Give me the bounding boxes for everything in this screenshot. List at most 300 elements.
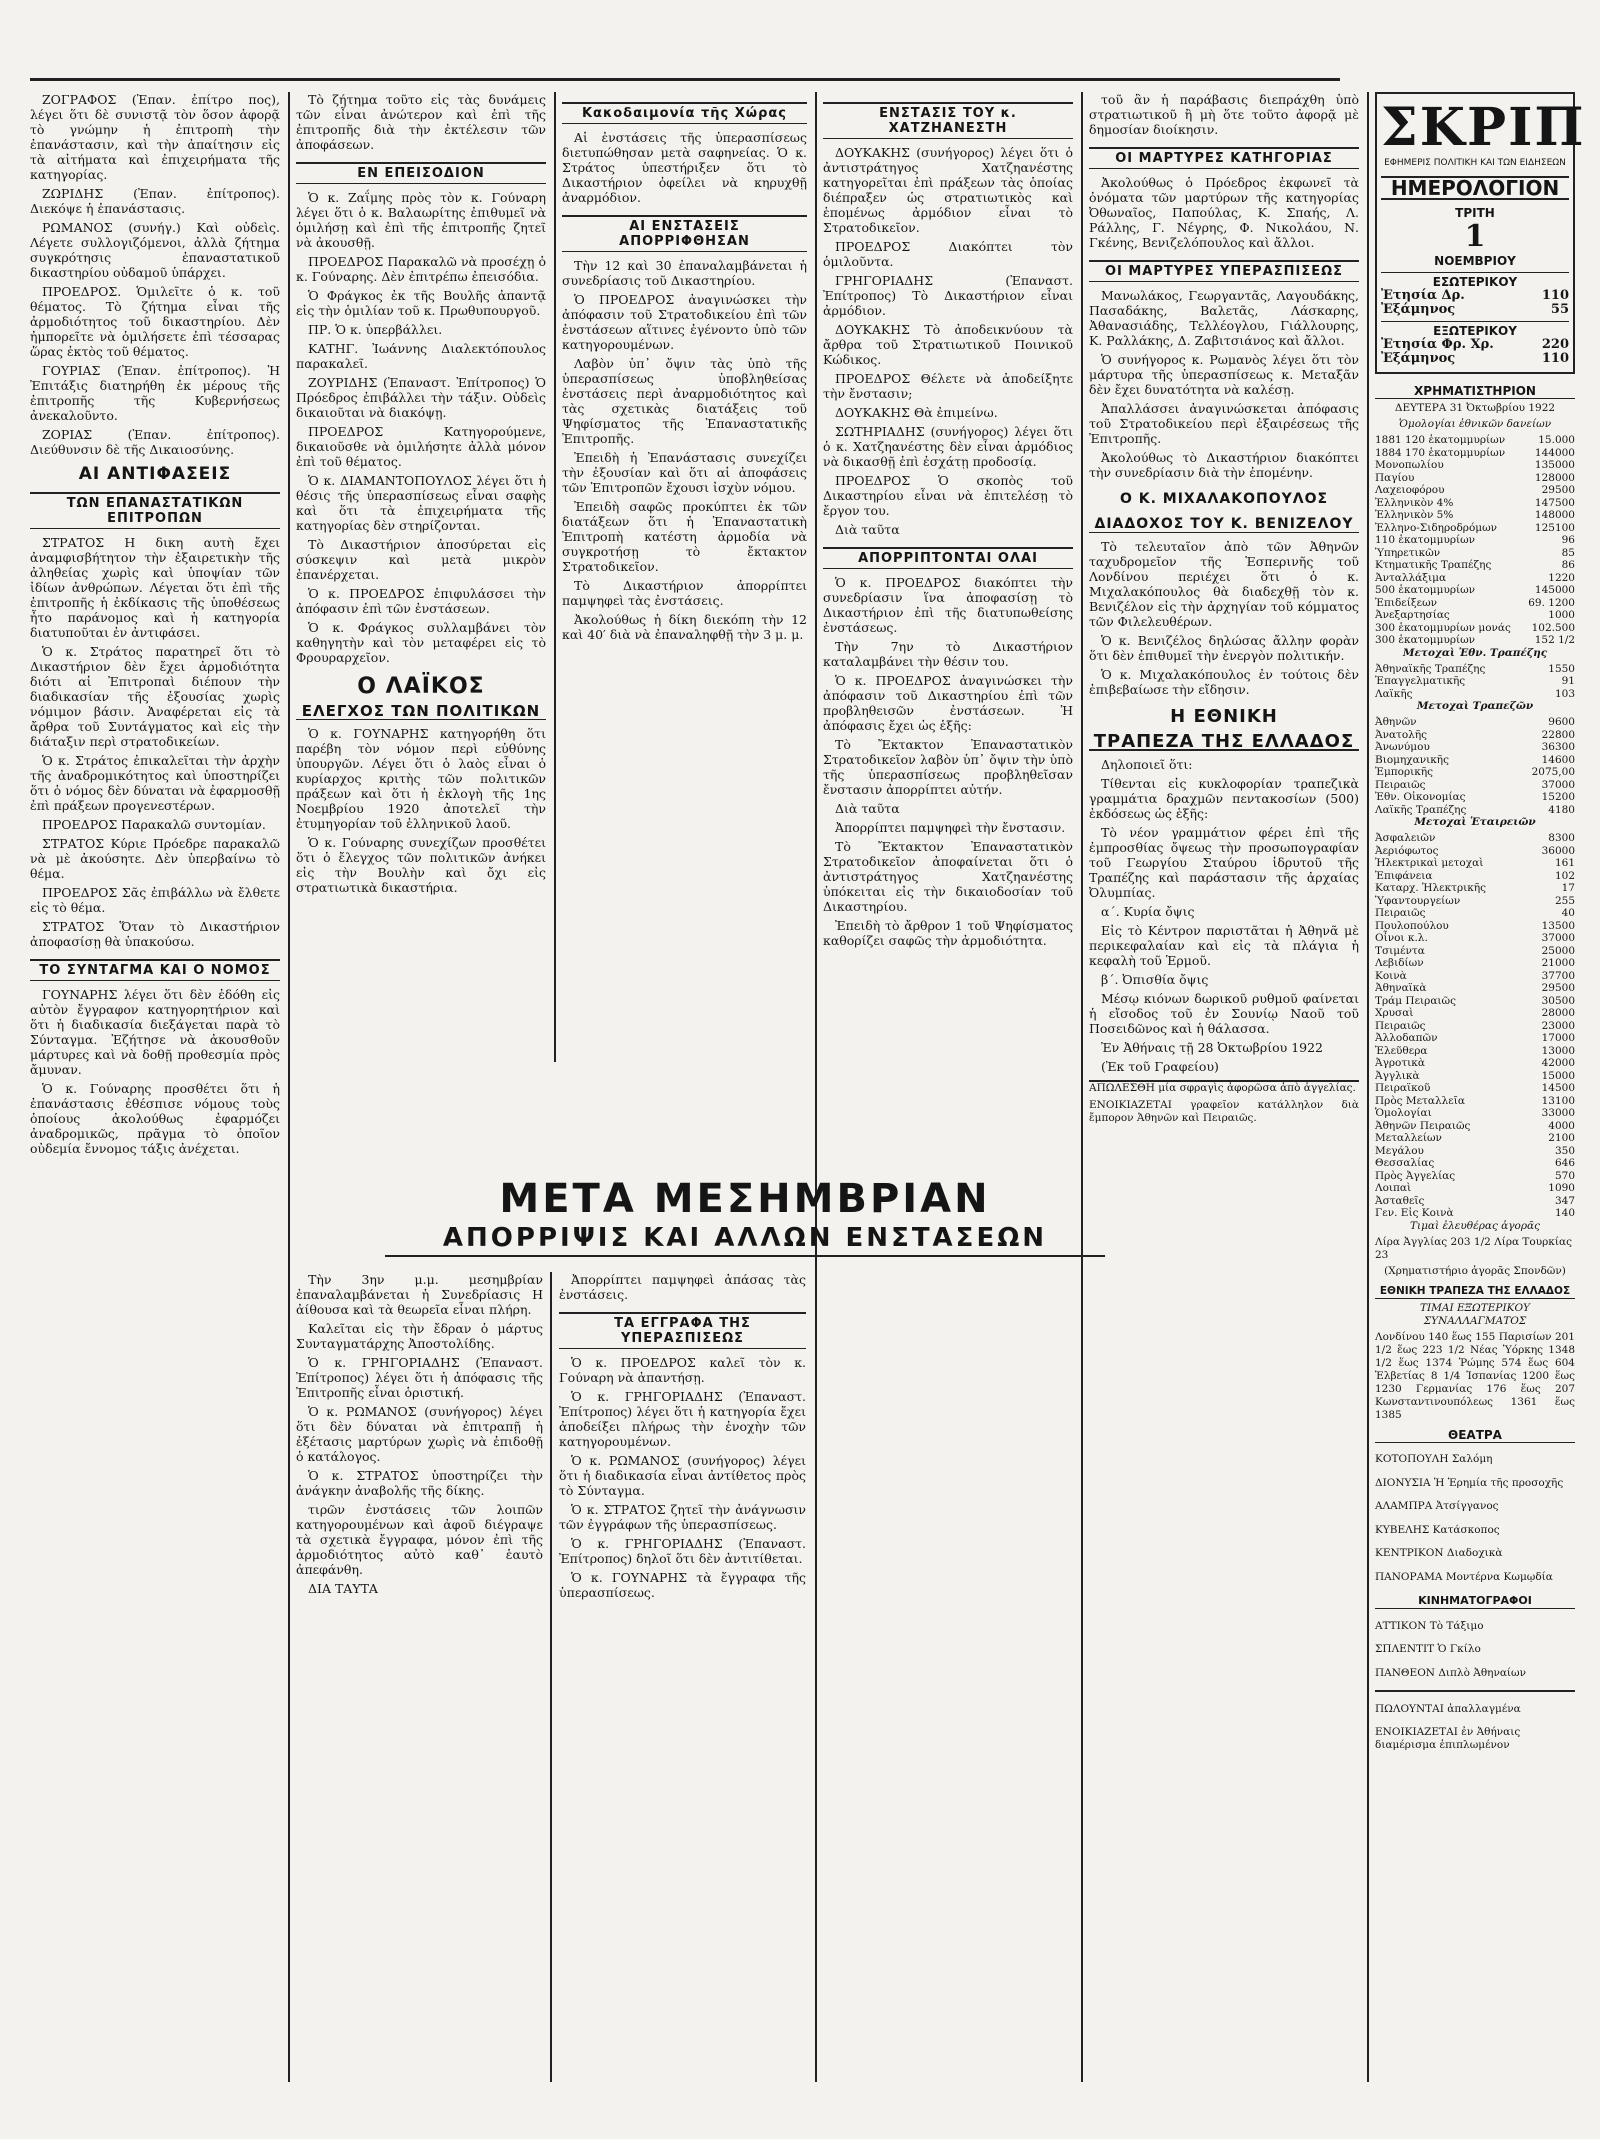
- article-paragraph: β΄. Ὀπισθία ὄψις: [1101, 972, 1209, 987]
- quote-name: Μεταλλείων: [1375, 1132, 1442, 1144]
- article-paragraph: Τὴν 3ην μ.μ. μεσημβρίαν ἐπαναλαμβάνεται ἡ Συνεδρίασις Η ἀίθουσα καὶ τὰ θεωρεῖα εἶναι πλήρη.: [296, 1272, 543, 1317]
- quote-name: Κτηματικῆς Τραπέζης: [1375, 559, 1492, 571]
- quote-value: 15200: [1541, 791, 1575, 803]
- heading-bank: ΤΡΑΠΕΖΑ ΤΗΣ ΕΛΛΑΔΟΣ: [1089, 734, 1359, 751]
- exchange-note2: Λίρα Ἀγγλίας 203 1/2 Λίρα Τουρκίας 23: [1375, 1235, 1572, 1261]
- masthead: [1375, 92, 1586, 374]
- article-paragraph: Ὁ κ. ΓΟΥΝΑΡΗΣ τὰ ἔγγραφα τῆς ὑπερασπίσεως.: [559, 1570, 806, 1600]
- column-4: [823, 92, 1073, 2082]
- quote-value: 147500: [1534, 496, 1575, 509]
- company-shares-table: [1375, 832, 1575, 1220]
- quote-row: [1375, 1007, 1575, 1020]
- quote-name: Ἐλληνικὸν 5%: [1375, 509, 1454, 521]
- quote-value: 86: [1561, 559, 1575, 571]
- quote-value: 125100: [1534, 521, 1575, 534]
- heading-all-rejected: ΑΠΟΡΡΙΠΤΟΝΤΑΙ ΟΛΑΙ: [823, 547, 1073, 569]
- quote-name: Βιομηχανικῆς: [1375, 753, 1449, 766]
- article-paragraph: ΓΡΗΓΟΡΙΑΔΗΣ (Ἐπαναστ. Ἐπίτροπος) Τὸ Δικαστήριον εἶναι ἀρμόδιον.: [823, 273, 1073, 318]
- quote-row: [1375, 497, 1575, 510]
- article-paragraph: Ὁ κ. ΠΡΟΕΔΡΟΣ διακόπτει τὴν συνεδρίασιν ἵνα ἀποφασίσῃ τὸ Δικαστήριον ἐπὶ τῆς διατυπωθείσης ἐνστάσεως.: [823, 575, 1073, 635]
- sidebar: [1375, 92, 1586, 1763]
- quote-name: Μεγάλου: [1375, 1144, 1424, 1157]
- quote-value: 28000: [1541, 1007, 1575, 1019]
- exchange-sub2: Μετοχαὶ Ἐθν. Τραπέζης: [1402, 646, 1548, 659]
- classified-ad: ΑΠΩΛΕΣΘΗ μία σφραγὶς ἀφορῶσα ἀπὸ ἀγγελίας.: [1089, 1082, 1356, 1094]
- article-paragraph: ΓΟΥΝΑΡΗΣ λέγει ὅτι δὲν ἐδόθη εἰς αὐτὸν ἔγγραφον κατηγορητήριον καὶ ὅτι ἡ διαδικασία διεξάγεται παρὰ τὸ Σύνταγμα. Ἐζήτησε νὰ ἀκουσθοῦν μάρτυρες καὶ νὰ δοθῇ προθεσμία πρὸς ἄμυναν.: [30, 987, 280, 1077]
- quote-row: [1375, 559, 1575, 572]
- article-paragraph: Δηλοποιεῖ ὅτι:: [1101, 757, 1193, 772]
- price-value: 55: [1550, 302, 1569, 317]
- theatre-listing: ΑΛΑΜΠΡΑ Ἀτσίγγανος: [1375, 1500, 1499, 1512]
- quote-row: [1375, 609, 1575, 622]
- article-paragraph: Ὁ κ. ΠΡΟΕΔΡΟΣ ἐπιφυλάσσει τὴν ἀπόφασιν ἐπὶ τῶν ἐνστάσεων.: [296, 586, 546, 616]
- quote-value: 135000: [1534, 459, 1575, 471]
- price-value: 220: [1541, 337, 1569, 352]
- masthead-title: ΣΚΡΙΠ: [1381, 97, 1586, 158]
- exchange-sub1: Ὁμολογίαι ἐθνικῶν δανείων: [1398, 418, 1552, 430]
- article-paragraph: ΓΟΥΡΙΑΣ (Ἐπαν. ἐπίτροπος). Ἡ Ἐπιτάξις διατηρήθη ἐκ μέρους τῆς ἐπιτροπῆς τῆς Κυβερνήσεως ἀνεκαλοῦντο.: [30, 363, 280, 423]
- article-paragraph: Ὁ κ. ΠΡΟΕΔΡΟΣ καλεῖ τὸν κ. Γούναρη νὰ ἀπαντήσῃ.: [559, 1355, 806, 1385]
- quote-row: [1375, 982, 1575, 995]
- quote-row: [1375, 1182, 1575, 1195]
- subscription-price: [1381, 338, 1569, 352]
- article-paragraph: Ἀπαλλάσσει ἀναγινώσκεται ἀπόφασις τοῦ Στρατοδικείου περὶ ἐξαιρέσεως τῆς Ἐπιτροπῆς.: [1089, 401, 1359, 446]
- quote-value: 102.500: [1531, 621, 1575, 634]
- quote-name: Ἀεριόφωτος: [1375, 844, 1439, 857]
- article-paragraph: ΠΡ. Ὁ κ. ὑπερβάλλει.: [308, 322, 443, 337]
- quote-row: [1375, 1020, 1575, 1033]
- article-paragraph: ΡΩΜΑΝΟΣ (συνήγ.) Καὶ οὐδεὶς. Λέγετε συλλογιζόμενοι, ἀλλὰ ζήτημα συγκρότησις ἐπαναστατικοῦ δικαστηρίου οὐδαμοῦ ὑπάρχει.: [30, 220, 280, 280]
- column-rule: [815, 92, 817, 2082]
- article-paragraph: Ὁ κ. ΓΡΗΓΟΡΙΑΔΗΣ (Ἐπαναστ. Ἐπίτροπος) λέγει ὅτι ἡ κατηγορία ἔχει ἀποδείξει πλήρως τὴν ἐνοχὴν τῶν κατηγορουμένων.: [559, 1389, 806, 1449]
- subscription-price: [1381, 303, 1569, 317]
- quote-name: Πειραιῶς: [1375, 1019, 1426, 1032]
- quote-row: [1375, 1157, 1575, 1170]
- classified-ad: ΕΝΟΙΚΙΑΖΕΤΑΙ γραφεῖον κατάλληλον διὰ ἔμπορον Ἀθηνῶν καὶ Πειραιῶς.: [1089, 1099, 1359, 1124]
- article-paragraph: Ὁ κ. ΓΟΥΝΑΡΗΣ κατηγορήθη ὅτι παρέβη τὸν νόμον περὶ εὐθύνης ὑπουργῶν. Λέγει ὅτι ὁ λαὸς εἶναι ὁ κυρίαρχος κριτὴς τῶν πολιτικῶν πράξεων καὶ ὅτι ἡ ἐκλογὴ τῆς 1ης Νοεμβρίου 1920 ἀποτελεῖ τὴν ἐτυμηγορίαν τοῦ ἑλληνικοῦ λαοῦ.: [296, 726, 546, 831]
- quote-value: 23000: [1541, 1019, 1575, 1032]
- header-rule: [30, 78, 1340, 81]
- article-paragraph: Τὸ Ἔκτακτον Ἐπαναστατικὸν Στρατοδικεῖον ἀποφαίνεται ὅτι ὁ ἀντιστράτηγος Χατζηανέστης ὑπόκειται εἰς τὴν δικαιοδοσίαν τοῦ Δικαστηρίου.: [823, 839, 1073, 914]
- quote-row: [1375, 804, 1575, 817]
- quote-name: Τράμ Πειραιῶς: [1375, 994, 1456, 1007]
- quote-name: Ἐπιφάνεια: [1375, 869, 1433, 882]
- quote-row: [1375, 716, 1575, 729]
- quote-value: 140: [1554, 1207, 1575, 1219]
- quote-row: [1375, 675, 1575, 688]
- quote-row: [1375, 634, 1575, 647]
- price-label: Ἐτησία Δρ.: [1381, 288, 1465, 303]
- article-paragraph: ΠΡΟΕΔΡΟΣ. Ὁμιλεῖτε ὁ κ. τοῦ θέματος. Τὸ ζήτημα εἶναι τῆς ἀρμοδιότητος τοῦ δικαστηρίου. Δὲν ἠμπορεῖτε νὰ ὁμιλήσετε ἐπὶ τέσσαρας ὥρας ἐκτὸς τοῦ θέματος.: [30, 284, 280, 359]
- article-paragraph: ΔΟΥΚΑΚΗΣ Θὰ ἐπιμείνω.: [835, 405, 998, 420]
- article-paragraph: ΣΩΤΗΡΙΑΔΗΣ (συνήγορος) λέγει ὅτι ὁ κ. Χατζηανέστης δὲν εἶναι ἁρμόδιος νὰ δικασθῇ ἐπὶ ἐσχάτῃ προδοσίᾳ.: [823, 424, 1073, 469]
- heading-defense-witnesses: ΟΙ ΜΑΡΤΥΡΕΣ ΥΠΕΡΑΣΠΙΣΕΩΣ: [1089, 260, 1359, 282]
- calendar-label: ΗΜΕΡΟΛΟΓΙΟΝ: [1381, 176, 1569, 200]
- quote-name: Ὁμολογίαι: [1375, 1107, 1432, 1119]
- column-3-top: [562, 92, 807, 1042]
- cinema-listing: ΑΤΤΙΚΟΝ Τὸ Τάξιμο: [1375, 1619, 1484, 1632]
- quote-name: Κοινὰ: [1375, 969, 1407, 982]
- quote-name: Ἀσφαλειῶν: [1375, 832, 1436, 844]
- article-paragraph: ΣΤΡΑΤΟΣ Ὅταν τὸ Δικαστήριον ἀποφασίσῃ θὰ ὑπακούσω.: [30, 919, 280, 949]
- quote-row: [1375, 434, 1575, 447]
- quote-row: [1375, 957, 1575, 970]
- quote-row: [1375, 1145, 1575, 1158]
- quote-row: [1375, 729, 1575, 742]
- quote-value: 103: [1554, 687, 1575, 700]
- quote-row: [1375, 688, 1575, 701]
- heading-objections-rejected: ΑΙ ΕΝΣΤΑΣΕΙΣ ΑΠΟΡΡΙΦΘΗΣΑΝ: [562, 215, 807, 252]
- quote-value: 8300: [1548, 832, 1575, 844]
- quote-name: Πρὸς Μεταλλεῖα: [1375, 1094, 1465, 1107]
- quote-value: 152 1/2: [1534, 634, 1575, 646]
- article-paragraph: (Ἐκ τοῦ Γραφείου): [1101, 1059, 1219, 1074]
- heading-contradictions: ΑΙ ΑΝΤΙΦΑΣΕΙΣ: [78, 464, 232, 484]
- article-paragraph: Λαβὸν ὑπ᾽ ὄψιν τὰς ὑπὸ τῆς ὑπερασπίσεως ὑποβληθείσας ἐνστάσεις περὶ ἀναρμοδιότητος καὶ τὰς σχετικὰς διατάξεις τοῦ Ψηφίσματος τῆς Ἐπαναστατικῆς Ἐπιτροπῆς.: [562, 356, 807, 446]
- quote-name: Ἀθηνῶν: [1375, 716, 1417, 728]
- bank-heading: ΕΘΝΙΚΗ ΤΡΑΠΕΖΑ ΤΗΣ ΕΛΛΑΔΟΣ: [1375, 1284, 1575, 1299]
- quote-name: Ἀγγλικὰ: [1375, 1069, 1420, 1082]
- quote-row: [1375, 622, 1575, 635]
- quote-value: 91: [1561, 675, 1575, 687]
- quote-name: Ἀγροτικὰ: [1375, 1057, 1425, 1069]
- quote-row: [1375, 1095, 1575, 1108]
- quote-row: [1375, 895, 1575, 908]
- quote-row: [1375, 754, 1575, 767]
- quote-row: [1375, 791, 1575, 804]
- quote-row: [1375, 459, 1575, 472]
- article-paragraph: Ὁ κ. Γούναρης προσθέτει ὅτι ἡ ἐπανάστασις ἐθέσπισε νόμους τοὺς ὁποίους ἀκολούθως ἐφαρμόζει ἀναδρομικῶς, πρᾶγμα τὸ ὁποῖον οὐδεμία ἔννομος τάξις ἀνέχεται.: [30, 1081, 280, 1156]
- article-paragraph: Ἀπορρίπτει παμψηφεὶ τὴν ἔνστασιν.: [835, 820, 1066, 835]
- heading-control: ΕΛΕΓΧΟΣ ΤΩΝ ΠΟΛΙΤΙΚΩΝ: [296, 704, 546, 720]
- quote-name: Πουλοπούλου: [1375, 919, 1449, 932]
- quote-value: 25000: [1541, 944, 1575, 957]
- article-paragraph: ΔΟΥΚΑΚΗΣ (συνήγορος) λέγει ὅτι ὁ ἀντιστράτηγος Χατζηανέστης κατηγορεῖται ἐπὶ πράξεων τὰς ὁποίας διέπραξεν ὡς στρατιωτικὸς καὶ ἑπομένως ἀρμόδιον εἶναι τὸ Στρατοδικεῖον.: [823, 145, 1073, 235]
- domestic-label: ΕΣΩΤΕΡΙΚΟΥ: [1381, 272, 1569, 289]
- quote-value: 33000: [1541, 1107, 1575, 1119]
- price-label: Ἐτησία Φρ. Χρ.: [1381, 337, 1494, 352]
- quote-row: [1375, 1132, 1575, 1145]
- article-paragraph: Ὁ ΠΡΟΕΔΡΟΣ ἀναγινώσκει τὴν ἀπόφασιν τοῦ Στρατοδικείου ἐπὶ τῶν ἐνστάσεων αἵτινες ἐγένοντο ὑπὸ τῶν κατηγορουμένων.: [562, 292, 807, 352]
- quote-row: [1375, 1120, 1575, 1133]
- quote-row: [1375, 1032, 1575, 1045]
- article-paragraph: Τὴν 7ην τὸ Δικαστήριον καταλαμβάνει τὴν θέσιν του.: [823, 639, 1073, 669]
- quote-value: 36300: [1541, 741, 1575, 753]
- quote-row: [1375, 932, 1575, 945]
- article-paragraph: ΖΟΥΡΙΔΗΣ (Ἐπαναστ. Ἐπίτροπος) Ὁ Πρόεδρος ἐπιβάλλει τὴν τάξιν. Οὐδεὶς δικαιοῦται νὰ διακόψῃ.: [296, 375, 546, 420]
- quote-value: 102: [1554, 869, 1575, 882]
- masthead-subtitle: ΕΦΗΜΕΡΙΣ ΠΟΛΙΤΙΚΗ ΚΑΙ ΤΩΝ ΕΙΔΗΣΕΩΝ: [1384, 158, 1566, 168]
- article-paragraph: Τὸ τελευταῖον ἀπὸ τῶν Ἀθηνῶν ταχυδρομεῖον τῆς Ἑσπερινῆς τοῦ Λονδίνου περιέχει ὅτι ὁ κ. Μιχαλακόπουλος θὰ διαδεχθῇ τὸν κ. Βενιζέλον εἰς τὴν ἀρχηγίαν τοῦ κόμματος τῶν Φιλελευθέρων.: [1089, 539, 1359, 629]
- col3-intro: Αἱ ἐνστάσεις τῆς ὑπερασπίσεως διετυπώθησαν μετὰ σαφηνείας. Ὁ κ. Στράτος ὑπεστήριξεν ὅτι τὸ Δικαστήριον ὀφείλει νὰ κηρυχθῇ ἀναρμόδιον.: [562, 130, 807, 205]
- theatres-heading: ΘΕΑΤΡΑ: [1375, 1428, 1575, 1443]
- quote-row: [1375, 845, 1575, 858]
- quote-value: 37000: [1541, 778, 1575, 791]
- quote-value: 40: [1561, 907, 1575, 919]
- article-paragraph: ΣΤΡΑΤΟΣ Η δικη αυτὴ ἔχει ἀναμφισβήτητον τὴν ἐξαιρετικὴν τῆς ἀληθείας χωρὶς καὶ ὑποψίαν τῶν ἰδίων ἀνθρώπων. Λέγεται ὅτι ἐπὶ τῆς ἐπιτροπῆς ἡ ἐκδίκασις τῆς ὑποθέσεως ἦτο παράνομος καὶ ἡ κατηγορία διατυποῦται ἐν ἀντιφάσει.: [30, 535, 280, 640]
- quote-row: [1375, 572, 1575, 585]
- article-paragraph: Τὴν 12 καὶ 30 ἐπαναλαμβάνεται ἡ συνεδρίασις τοῦ Δικαστηρίου.: [562, 258, 807, 288]
- bonds-table: [1375, 434, 1575, 647]
- quote-row: [1375, 857, 1575, 870]
- quote-row: [1375, 870, 1575, 883]
- quote-value: 17000: [1541, 1032, 1575, 1044]
- article-paragraph: Ἐπειδὴ τὸ ἄρθρον 1 τοῦ Ψηφίσματος καθορίζει σαφῶς τὴν ἀρμοδιότητα.: [823, 918, 1073, 948]
- quote-value: 128000: [1534, 471, 1575, 484]
- article-paragraph: Ἐπειδὴ ἡ Ἐπανάστασις συνεχίζει τὴν ἐξουσίαν καὶ ὅτι αἱ ἀποφάσεις τῶν Ἐπιτροπῶν ἔχουσι ἰσχὺν νόμου.: [562, 450, 807, 495]
- article-paragraph: ΖΟΓΡΑΦΟΣ (Ἐπαν. ἐπίτρο πος), λέγει ὅτι δὲ συνιστᾷ τὸν ὅσον ἀφορᾷ τὸ γνώμην ἡ ἐπιτροπὴ τὴν ἐπανάστασιν, καὶ τὴν ἀπαίτησιν εἰς τὰ αἰτήματα καὶ ἐπιχειρήματα τῆς κατηγορίας.: [30, 92, 280, 182]
- quote-name: Ἀσταθεῖς: [1375, 1194, 1425, 1207]
- price-value: 110: [1541, 288, 1569, 303]
- article-paragraph: τιρῶν ἐνστάσεις τῶν λοιπῶν κατηγορουμένων καὶ ἀφοῦ διέγραψε τὰ σχετικὰ ἔγγραφα, μόνον ἐπὶ τῆς ἀρμοδιότητος αὐτὸ καθ᾽ ἑαυτὸ ἀπεφάνθη.: [296, 1502, 543, 1577]
- article-paragraph: Ἀκολούθως ἡ δίκη διεκόπη τὴν 12 καὶ 40′ διὰ νὰ ἐπαναληφθῇ τὴν 3 μ. μ.: [562, 612, 807, 642]
- theatre-listing: ΚΟΤΟΠΟΥΛΗ Σαλόμη: [1375, 1453, 1493, 1465]
- quote-value: 161: [1554, 857, 1575, 869]
- quote-value: 1090: [1548, 1182, 1575, 1194]
- quote-name: Παγίου: [1375, 471, 1415, 484]
- heading-constitution: ΤΟ ΣΥΝΤΑΓΜΑ ΚΑΙ Ο ΝΟΜΟΣ: [30, 959, 280, 981]
- quote-value: 15.000: [1538, 434, 1575, 446]
- heading-successor: ΔΙΑΔΟΧΟΣ ΤΟΥ Κ. ΒΕΝΙΖΕΛΟΥ: [1089, 517, 1359, 533]
- column-5: [1089, 92, 1359, 2082]
- quote-name: Ἀνωνύμου: [1375, 741, 1430, 753]
- banner-rejection: ΑΠΟΡΡΙΨΙΣ ΚΑΙ ΑΛΛΩΝ ΕΝΣΤΑΣΕΩΝ: [385, 1221, 1105, 1257]
- quote-name: Τσιμέντα: [1375, 944, 1425, 957]
- quote-value: 144000: [1534, 446, 1575, 459]
- article-paragraph: Εἰς τὸ Κέντρον παριστᾶται ἡ Ἀθηνᾶ μὲ περικεφαλαίαν καὶ εἰς τὰ πλάγια ἡ κεφαλὴ τοῦ Ἑρμοῦ.: [1089, 923, 1359, 968]
- month-name: ΝΟΕΜΒΡΙΟΥ: [1434, 254, 1516, 268]
- quote-row: [1375, 663, 1575, 676]
- exchange-note1: Τιμαὶ ἐλευθέρας ἀγορᾶς: [1409, 1219, 1541, 1232]
- article-paragraph: Διὰ ταῦτα: [835, 522, 900, 537]
- subscription-price: [1381, 289, 1569, 303]
- quote-row: [1375, 907, 1575, 920]
- quote-name: Ἀθηνῶν Πειραιῶς: [1375, 1119, 1471, 1132]
- article-paragraph: ΠΡΟΕΔΡΟΣ Παρακαλῶ νὰ προσέχῃ ὁ κ. Γούναρης. Δὲν ἐπιτρέπω ἐπεισόδια.: [296, 254, 546, 284]
- quote-name: Μονοπωλίου: [1375, 459, 1444, 471]
- article-paragraph: Ὁ κ. ΓΡΗΓΟΡΙΑΔΗΣ (Ἐπαναστ. Ἐπίτροπος) δηλοῖ ὅτι δὲν ἀντιτίθεται.: [559, 1536, 806, 1566]
- article-paragraph: Ὁ κ. ΠΡΟΕΔΡΟΣ ἀναγινώσκει τὴν ἀπόφασιν τοῦ Δικαστηρίου ἐπὶ τῶν προβληθεισῶν ἐνστάσεων. Ἡ ἀπόφασις ἔχει ὡς ἑξῆς:: [823, 673, 1073, 733]
- quote-name: 300 ἑκατομμυρίων: [1375, 634, 1476, 646]
- quote-value: 13500: [1541, 919, 1575, 932]
- quote-value: 145000: [1534, 584, 1575, 596]
- col2-intro: Τὸ ζήτημα τοῦτο εἰς τὰς δυνάμεις τῶν εἶναι ἀνώτερον καὶ ἐπὶ τῆς ἐπιτροπῆς διὰ τὴν ἐκτέλεσιν τῶν ἀποφάσεων.: [296, 92, 546, 152]
- quote-value: 21000: [1541, 957, 1575, 969]
- article-paragraph: ΠΡΟΕΔΡΟΣ Κατηγορούμενε, δικαιοῦσθε νὰ ὁμιλήσητε ἀλλὰ μόνον ἐπὶ τοῦ θέματος.: [296, 424, 546, 469]
- heading-popular: Ο ΛΑΪΚΟΣ: [357, 674, 485, 699]
- quote-row: [1375, 766, 1575, 779]
- subscription-price: [1381, 352, 1569, 366]
- quote-name: Λαϊκῆς: [1375, 687, 1413, 700]
- quote-row: [1375, 882, 1575, 895]
- article-paragraph: Ὁ κ. ΔΙΑΜΑΝΤΟΠΟΥΛΟΣ λέγει ὅτι ἡ θέσις τῆς ὑπερασπίσεως εἶναι σαφὴς καὶ ὅτι τὰ ἐπιχειρήματα τῆς κατηγορίας δὲν στηρίζονται.: [296, 473, 546, 533]
- article-paragraph: Ὁ κ. Βενιζέλος δηλώσας ἄλλην φορὰν ὅτι δὲν ἐπιθυμεῖ τὴν ἐνεργὸν πολιτικήν.: [1089, 633, 1359, 663]
- quote-value: 1550: [1548, 662, 1575, 675]
- article-paragraph: Διὰ ταῦτα: [835, 801, 900, 816]
- quote-row: [1375, 522, 1575, 535]
- quote-value: 350: [1554, 1144, 1575, 1157]
- theatre-listing: ΠΑΝΟΡΑΜΑ Μοντέρνα Κωμῳδία: [1375, 1570, 1553, 1583]
- quote-value: 2100: [1548, 1132, 1575, 1144]
- heading-national: Η ΕΘΝΙΚΗ: [1170, 706, 1278, 727]
- quote-name: 1884 170 ἑκατομμυρίων: [1375, 446, 1506, 459]
- quote-value: 96: [1561, 534, 1575, 546]
- article-paragraph: Ὁ κ. ΡΩΜΑΝΟΣ (συνήγορος) λέγει ὅτι ἡ διαδικασία εἶναι ἀντίθετος πρὸς τὸ Σύνταγμα.: [559, 1453, 806, 1498]
- article-paragraph: Καλεῖται εἰς τὴν ἔδραν ὁ μάρτυς Συνταγματάρχης Ἀποστολίδης.: [296, 1321, 543, 1351]
- article-paragraph: Ὁ κ. ΣΤΡΑΤΟΣ ζητεῖ τὴν ἀνάγνωσιν τῶν ἐγγράφων τῆς ὑπερασπίσεως.: [559, 1502, 806, 1532]
- quote-value: 17: [1561, 882, 1575, 894]
- classified-ad: ΕΝΟΙΚΙΑΖΕΤΑΙ ἐν Ἀθήναις διαμέρισμα ἐπιπλωμένον: [1375, 1726, 1521, 1751]
- article-paragraph: Τὸ νέον γραμμάτιον φέρει ἐπὶ τῆς ἐμπροσθίας ὄψεως τὴν προσωπογραφίαν τοῦ Γεωργίου Σταύρου ἱδρυτοῦ τῆς Τραπέζης καὶ παράστασιν τῆς ἀρχαίας Ὀλυμπίας.: [1089, 825, 1359, 900]
- quote-name: 110 ἑκατομμυρίων: [1375, 534, 1476, 546]
- article-paragraph: Μανωλάκος, Γεωργαντᾶς, Λαγουδάκης, Πασαδάκης, Βαλετᾶς, Λάσκαρης, Ἀθανασιάδης, Τελλέογλου, Γιάλλουρης, Κ. Ραλλάκης, Δ. Ζαβιτσιάνος καὶ ἄλλοι.: [1089, 288, 1359, 348]
- quote-value: 15000: [1541, 1069, 1575, 1082]
- quote-name: Ἐλληνικὸν 4%: [1375, 496, 1454, 509]
- fx-rates: Λονδίνου 140 ἕως 155 Παρισίων 201 1/2 ἕως 223 1/2 Νέας Ὑόρκης 1348 1/2 ἕως 1374 Ῥώμης 574 ἕως 604 Ἑλβετίας 8 1/4 Ἰσπανίας 1200 ἕως 1230 Γερμανίας 176 ἕως 207 Κωνσταντινουπόλεως 1361 ἕως 1385: [1375, 1330, 1575, 1421]
- cinema-listing: ΣΠΛΕΝΤΙΤ Ὁ Γκίλο: [1375, 1643, 1481, 1655]
- article-paragraph: ΖΩΡΙΔΗΣ (Ἐπαν. ἐπίτροπος). Διεκόψε ἡ ἐπανάστασις.: [30, 186, 280, 216]
- cinema-heading: ΚΙΝΗΜΑΤΟΓΡΑΦΟΙ: [1375, 1594, 1575, 1609]
- quote-value: 570: [1554, 1169, 1575, 1182]
- article-paragraph: ΠΡΟΕΔΡΟΣ Σᾶς ἐπιβάλλω νὰ ἔλθετε εἰς τὸ θέμα.: [30, 885, 280, 915]
- quote-row: [1375, 447, 1575, 460]
- quote-row: [1375, 1207, 1575, 1220]
- quote-name: Καταρχ. Ἠλεκτρικῆς: [1375, 882, 1487, 894]
- quote-value: 1000: [1548, 609, 1575, 621]
- quote-value: 37000: [1541, 932, 1575, 944]
- banner-afternoon: ΜΕΤΑ ΜΕΣΗΜΒΡΙΑΝ: [499, 1176, 991, 1222]
- quote-row: [1375, 1070, 1575, 1083]
- quote-value: 255: [1554, 894, 1575, 907]
- quote-value: 4180: [1548, 803, 1575, 816]
- quote-row: [1375, 832, 1575, 845]
- price-value: 110: [1541, 351, 1569, 366]
- article-paragraph: ΖΟΡΙΑΣ (Ἐπαν. ἐπίτροπος). Διεύθυνσιν δὲ τῆς Δικαιοσύνης.: [30, 427, 280, 457]
- heading-prosecution-witnesses: ΟΙ ΜΑΡΤΥΡΕΣ ΚΑΤΗΓΟΡΙΑΣ: [1089, 147, 1359, 169]
- article-paragraph: ΠΡΟΕΔΡΟΣ Ὁ σκοπὸς τοῦ Δικαστηρίου εἶναι νὰ ἐπιτελέσῃ τὸ ἔργον του.: [823, 473, 1073, 518]
- quote-name: Πειραιῶς: [1375, 778, 1426, 791]
- quote-row: [1375, 1107, 1575, 1120]
- quote-value: 148000: [1534, 509, 1575, 521]
- col5-intro: τοῦ ἂν ἡ παράβασις διεπράχθη ὑπὸ στρατιωτικοῦ ἢ μὴ ὅτε τοῦτο ἀφορᾷ μὲ δημοσίαν διοίκησιν.: [1089, 92, 1359, 137]
- afternoon-section: [296, 1272, 806, 2082]
- article-paragraph: Τὸ Δικαστήριον ἀπορρίπτει παμψηφεὶ τὰς ἐνστάσεις.: [562, 578, 807, 608]
- article-paragraph: Ἐν Ἀθήναις τῇ 28 Ὀκτωβρίου 1922: [1101, 1040, 1324, 1055]
- quote-row: [1375, 584, 1575, 597]
- quote-name: Ἐμπορικῆς: [1375, 766, 1434, 778]
- quote-name: Ἀνεξαρτησίας: [1375, 609, 1450, 621]
- quote-name: Πειραϊκοῦ: [1375, 1082, 1431, 1094]
- bank-shares-table: [1375, 716, 1575, 816]
- article-paragraph: ΠΡΟΕΔΡΟΣ Διακόπτει τὸν ὁμιλοῦντα.: [823, 239, 1073, 269]
- article-paragraph: ΠΡΟΕΔΡΟΣ Παρακαλῶ συντομίαν.: [42, 817, 266, 832]
- article-paragraph: Τίθενται εἰς κυκλοφορίαν τραπεζικὰ γραμμάτια δραχμῶν πεντακοσίων (500) ἐκδόσεως ὡς ἑξῆς:: [1089, 776, 1359, 821]
- quote-value: 1220: [1548, 571, 1575, 584]
- article-paragraph: Ἀπορρίπτει παμψηφεὶ ἁπάσας τὰς ἐνστάσεις.: [559, 1272, 806, 1302]
- exchange-heading: ΧΡΗΜΑΤΙΣΤΗΡΙΟΝ: [1375, 384, 1575, 399]
- article-paragraph: Ὁ κ. ΓΡΗΓΟΡΙΑΔΗΣ (Ἐπαναστ. Ἐπίτροπος) λέγει ὅτι ἡ ἀπόφασις τῆς Ἐπιτροπῆς εἶναι ὁριστική.: [296, 1355, 543, 1400]
- quote-name: Ἀνατολῆς: [1375, 728, 1428, 741]
- quote-row: [1375, 1082, 1575, 1095]
- quote-value: 29500: [1541, 484, 1575, 496]
- quote-name: Ἀθηναϊκῆς Τραπέζης: [1375, 662, 1486, 675]
- quote-value: 2075,00: [1531, 766, 1575, 778]
- quote-row: [1375, 995, 1575, 1008]
- quote-row: [1375, 779, 1575, 792]
- article-paragraph: Ὁ κ. ΣΤΡΑΤΟΣ ὑποστηρίζει τὴν ἀνάγκην ἀναβολῆς τῆς δίκης.: [296, 1468, 543, 1498]
- quote-name: Θεσσαλίας: [1375, 1157, 1435, 1169]
- foreign-label: ΕΞΩΤΕΡΙΚΟΥ: [1381, 321, 1569, 338]
- article-paragraph: Ὁ κ. Στράτος ἐπικαλεῖται τὴν ἀρχὴν τῆς ἀναδρομικότητος καὶ ὑποστηρίζει ὅτι ὁ νόμος δὲν δύναται νὰ ἐφαρμοσθῇ ἐπὶ πράξεων προγενεστέρων.: [30, 753, 280, 813]
- heading-episode: ΕΝ ΕΠΕΙΣΟΔΙΟΝ: [296, 162, 546, 184]
- quote-value: 30500: [1541, 994, 1575, 1007]
- quote-row: [1375, 945, 1575, 958]
- column-rule: [288, 92, 290, 2082]
- article-paragraph: Ὁ κ. Μιχαλακόπουλος ἐν τούτοις δὲν ἐπιβεβαίωσε τὴν εἴδησιν.: [1089, 667, 1359, 697]
- quote-value: 69. 1200: [1528, 596, 1575, 609]
- article-paragraph: Ὁ Φράγκος ἐκ τῆς Βουλῆς ἀπαντᾷ εἰς τὴν ὁμιλίαν τοῦ κ. Πρωθυπουργοῦ.: [296, 288, 546, 318]
- article-paragraph: Ὁ κ. Στράτος παρατηρεῖ ὅτι τὸ Δικαστήριον δὲν ἔχει ἀρμοδιότητα διότι αἱ Ἐπιτροπαὶ διέπουν τὴν διαδικασίαν τῆς ἐξουσίας χωρὶς νόμιμον βάσιν. Ἀναφέρεται εἰς τὰ ἄρθρα τοῦ Συντάγματος καὶ εἰς τὴν διάταξιν περὶ στρατοδικείων.: [30, 644, 280, 749]
- quote-name: Χρυσαὶ: [1375, 1007, 1414, 1019]
- quote-row: [1375, 970, 1575, 983]
- article-paragraph: Ὁ κ. Φράγκος συλλαμβάνει τὸν καθηγητὴν καὶ τὸν μεταφέρει εἰς τὸ Φρουραρχεῖον.: [296, 620, 546, 665]
- quote-row: [1375, 741, 1575, 754]
- quote-value: 37700: [1541, 969, 1575, 982]
- quote-name: Γεν. Εἰς Κοινὰ: [1375, 1207, 1454, 1219]
- article-paragraph: Ἀκολούθως ὁ Πρόεδρος ἐκφωνεῖ τὰ ὀνόματα τῶν μαρτύρων τῆς κατηγορίας Ὀθωναῖος, Παπούλας, Κ. Σπαής, Λ. Ράλλης, Γ. Νέγρης, Φ. Νικολάου, Ν. Γκένης, Βενιζελόπουλος καὶ ἄλλοι.: [1089, 175, 1359, 250]
- quote-name: Πειραιῶς: [1375, 907, 1426, 919]
- article-paragraph: Μέσῳ κιόνων δωρικοῦ ρυθμοῦ φαίνεται ἡ εἴσοδος τοῦ ἐν Σουνίῳ Ναοῦ τοῦ Ποσειδῶνος καὶ ἡ θάλασσα.: [1089, 991, 1359, 1036]
- day-name: ΤΡΙΤΗ: [1455, 206, 1495, 220]
- article-paragraph: Ἐπειδὴ σαφῶς προκύπτει ἐκ τῶν διατάξεων ὅτι ἡ Ἐπαναστατικὴ Ἐπιτροπὴ κατέστη ἀρμοδία νὰ συγκροτήσῃ τὸ ἔκτακτον Στρατοδικεῖον.: [562, 499, 807, 574]
- cinema-listing: ΠΑΝΘΕΟΝ Διπλὸ Ἀθηναίων: [1375, 1666, 1526, 1679]
- newspaper-page: [30, 92, 1586, 2112]
- day-number: 1: [1464, 219, 1486, 254]
- quote-name: Ἀλλοδαπῶν: [1375, 1032, 1438, 1044]
- quote-row: [1375, 597, 1575, 610]
- column-rule: [1367, 92, 1369, 2082]
- quote-name: Ἐπιδείξεων: [1375, 596, 1438, 609]
- quote-value: 85: [1561, 546, 1575, 559]
- national-bank-table: [1375, 663, 1575, 701]
- quote-name: Ἀνταλλάξιμα: [1375, 571, 1447, 584]
- quote-row: [1375, 509, 1575, 522]
- article-paragraph: ΔΙΑ ΤΑΥΤΑ: [308, 1581, 378, 1596]
- column-1: [30, 92, 280, 2082]
- price-label: Ἐξάμηνος: [1381, 351, 1456, 366]
- column-rule: [554, 92, 556, 1062]
- theatre-listing: ΔΙΟΝΥΣΙΑ Ἡ Ἐρημία τῆς προσοχῆς: [1375, 1476, 1564, 1489]
- exchange-date: ΔΕΥΤΕΡΑ 31 Ὀκτωβρίου 1922: [1394, 402, 1556, 414]
- quote-value: 22800: [1541, 728, 1575, 741]
- quote-name: 1881 120 ἑκατομμυρίων: [1375, 434, 1506, 446]
- quote-row: [1375, 547, 1575, 560]
- quote-value: 347: [1554, 1194, 1575, 1207]
- quote-value: 13000: [1541, 1044, 1575, 1057]
- quote-name: Ὑπηρετικῶν: [1375, 546, 1441, 559]
- quote-name: Ἐλεῦθερα: [1375, 1044, 1428, 1057]
- column-2: [296, 92, 546, 1042]
- quote-name: Λαχειοφόρου: [1375, 484, 1445, 496]
- quote-value: 36000: [1541, 844, 1575, 857]
- heading-committees: ΤΩΝ ΕΠΑΝΑΣΤΑΤΙΚΩΝ ΕΠΙΤΡΟΠΩΝ: [30, 492, 280, 529]
- article-paragraph: α΄. Κυρία ὄψις: [1101, 904, 1195, 919]
- article-paragraph: ΔΟΥΚΑΚΗΣ Τὸ ἀποδεικνύουν τὰ ἄρθρα τοῦ Στρατιωτικοῦ Ποινικοῦ Κώδικος.: [823, 322, 1073, 367]
- article-paragraph: ΠΡΟΕΔΡΟΣ Θέλετε νὰ ἀποδείξητε τὴν ἔνστασιν;: [823, 371, 1073, 401]
- column-rule: [1081, 92, 1083, 2082]
- quote-value: 4000: [1548, 1119, 1575, 1132]
- quote-value: 9600: [1548, 716, 1575, 728]
